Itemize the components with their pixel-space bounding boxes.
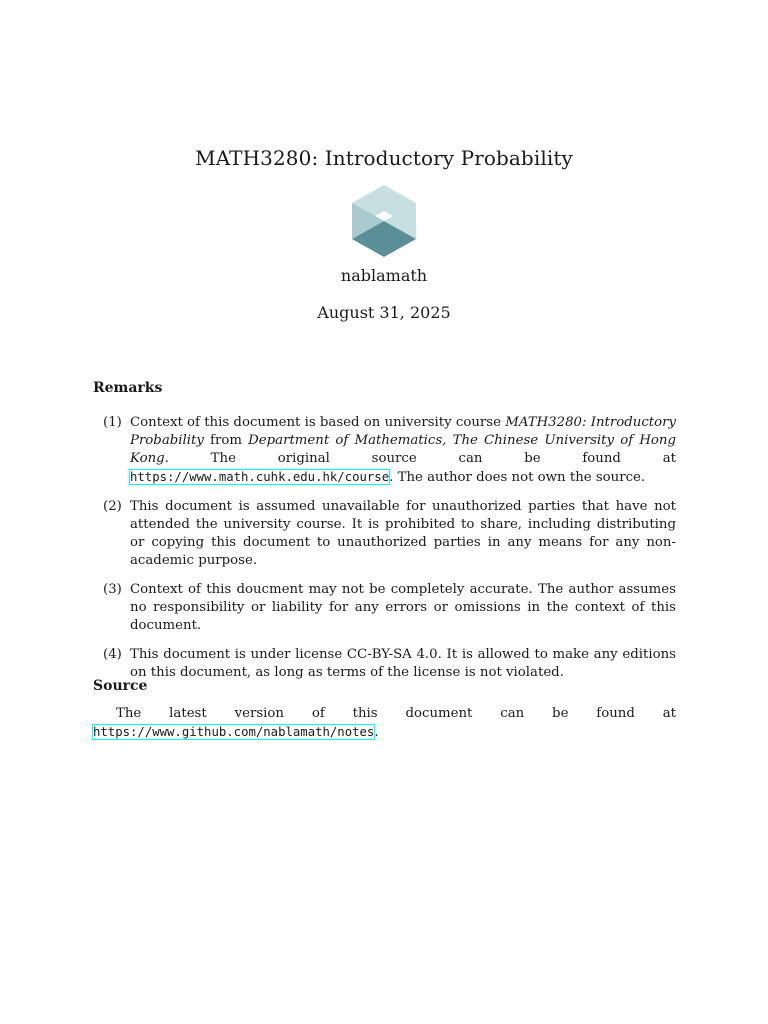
course-source-link[interactable]: https://www.math.cuhk.edu.hk/course [130,470,390,484]
source-period: . [374,725,379,740]
remark-text: This document is assumed unavailable for unauthorized parties that have not attended the university course. It is prohibited to share, including distributing or copying this document to unauthorized parties in any means for any non-academic purpose. [130,499,676,568]
list-item [93,414,676,487]
list-item [93,581,676,635]
list-item [93,498,676,570]
remarks-heading: Remarks [93,380,163,396]
document-author: nablamath [340,266,428,285]
remark-text: Context of this doucment may not be completely accurate. The author assumes no responsibility or liability for any errors or omissions in the context of this document. [130,582,676,633]
document-date: August 31, 2025 [317,303,451,322]
department-name-italic: Department of Mathematics, The Chinese University of Hong Kong [130,433,676,466]
list-item-number: (3) [103,582,122,597]
list-item-number: (2) [103,499,122,514]
remark-text: from [203,433,249,448]
remarks-list [93,414,676,693]
document-title: MATH3280: Introductory Probability [195,146,573,170]
source-text: The latest version of this document can be found at [116,706,676,721]
remark-text: . The author does not own the source. [389,470,646,485]
list-item-number: (1) [103,415,122,430]
source-paragraph [93,705,676,742]
course-name-italic: MATH3280: Introductory Probability [130,415,676,448]
remark-text: . The original source can be found at [164,451,676,466]
hexagon-cube-logo-icon [350,185,418,257]
list-item [93,646,676,682]
remark-text: This document is under license CC-BY-SA 4.0. It is allowed to make any editions on this document, as long as terms of the license is not violated. [130,647,676,680]
remark-text: Context of this document is based on university course [130,415,506,430]
list-item-number: (4) [103,647,122,662]
source-heading: Source [93,678,148,694]
github-notes-link[interactable]: https://www.github.com/nablamath/notes [93,725,375,739]
